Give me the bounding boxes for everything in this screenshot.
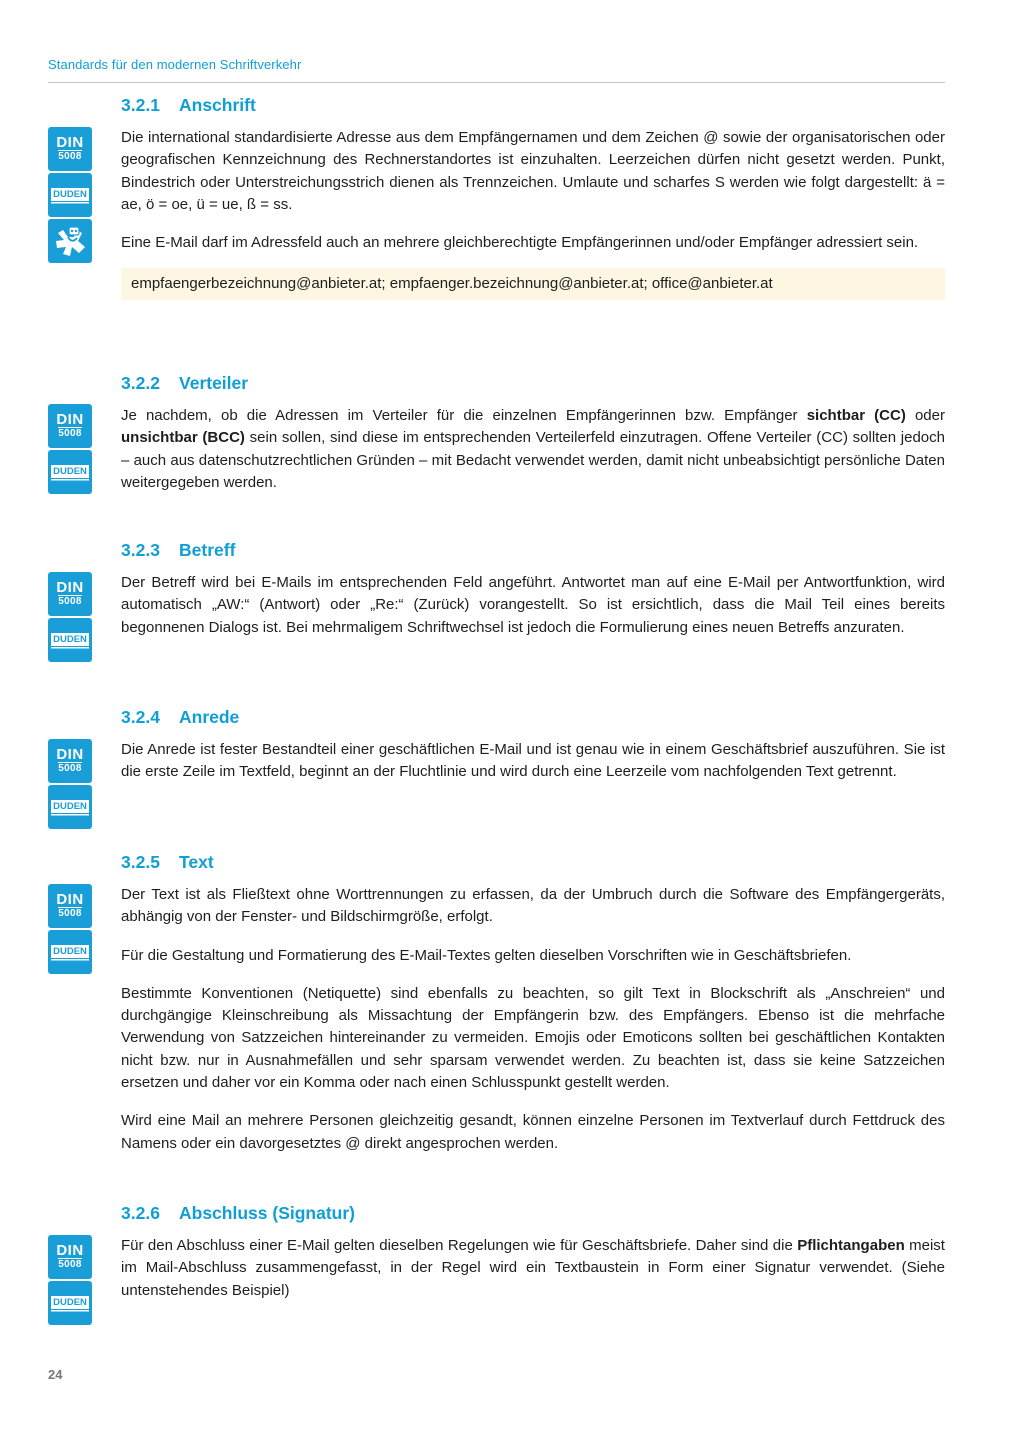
- din-5008-icon: [48, 1235, 92, 1279]
- icon-column-verteiler: [48, 404, 92, 496]
- duden-icon: [48, 785, 92, 829]
- section-title: Text: [179, 852, 214, 872]
- paragraph: Wird eine Mail an mehrere Personen gleichzeitig gesandt, können einzelne Personen im Textverlauf durch Fettdruck des Namens oder ein davorgesetztes @ direkt angesprochen werden.: [121, 1112, 945, 1152]
- section-anschrift: [121, 93, 945, 300]
- section-heading: [121, 850, 945, 874]
- bold-term-bcc: unsichtbar (BCC): [121, 429, 245, 447]
- section-heading: [121, 705, 945, 729]
- icon-column-betreff: [48, 572, 92, 664]
- duden-icon: [48, 930, 92, 974]
- duden-label: DUDEN: [53, 946, 87, 957]
- section-title: Abschluss (Signatur): [179, 1203, 355, 1223]
- duden-icon: [48, 618, 92, 662]
- section-heading: [121, 371, 945, 395]
- mascot-icon: [48, 219, 92, 263]
- duden-label: DUDEN: [53, 1297, 87, 1308]
- din-label: DIN: [56, 134, 84, 151]
- icon-column-anschrift: [48, 127, 92, 265]
- icon-column-anrede: [48, 739, 92, 831]
- din-5008-icon: [48, 884, 92, 928]
- icon-column-abschluss: [48, 1235, 92, 1327]
- din-number: 5008: [58, 596, 82, 607]
- text-run: Für den Abschluss einer E-Mail gelten dieselben Regelungen wie für Geschäftsbriefe. Daher sind die: [121, 1237, 798, 1254]
- din-number: 5008: [58, 763, 82, 774]
- page-number: 24: [48, 1367, 63, 1382]
- din-5008-icon: [48, 572, 92, 616]
- section-number: 3.2.4: [121, 707, 160, 727]
- paragraph: Der Betreff wird bei E-Mails im entsprechenden Feld angeführt. Antwortet man auf eine E-Mail per Antwortfunktion, wird automatisch „AW:“ (Antwort) oder „Re:“ (Zurück) vorangestellt. So ist ersichtlich, dass die Mail Teil eines bereits begonnenen Dialogs ist. Bei mehrmaligem Schriftwechsel ist jedoch die Formulierung eines neuen Betreffs anzuraten.: [121, 574, 945, 636]
- duden-label: DUDEN: [53, 466, 87, 477]
- duden-icon: [48, 173, 92, 217]
- paragraph: Bestimmte Konventionen (Netiquette) sind ebenfalls zu beachten, so gilt Text in Blockschrift als „Anschreien“ und durchgängige Kleinschreibung als Missachtung der Empfängerin bzw. des Empfängers. Ebenso ist die mehrfache Verwendung von Satzzeichen hintereinander zu vermeiden. Emojis oder Emoticons sollten bei geschäftlichen Kontakten nicht bzw. nur in Ausnahmefällen und sehr sparsam verwendet werden. Zu beachten ist, dass sie keine Satzzeichen ersetzen und daher vor ein Komma oder nach einen Schlusspunkt gestellt werden.: [121, 984, 945, 1092]
- section-title: Betreff: [179, 540, 236, 560]
- section-number: 3.2.3: [121, 540, 160, 560]
- section-abschluss: [121, 1201, 945, 1302]
- duden-label: DUDEN: [53, 801, 87, 812]
- icon-column-text: [48, 884, 92, 976]
- duden-label: DUDEN: [53, 634, 87, 645]
- din-label: DIN: [56, 579, 84, 596]
- bold-term-cc: sichtbar (CC): [806, 407, 906, 424]
- section-title: Verteiler: [179, 373, 249, 393]
- din-label: DIN: [56, 746, 84, 763]
- section-title: Anschrift: [179, 95, 256, 115]
- text-run: oder: [905, 407, 945, 424]
- section-heading: [121, 93, 945, 117]
- running-head: Standards für den modernen Schriftverkehr: [48, 57, 302, 72]
- din-number: 5008: [58, 1259, 82, 1270]
- section-number: 3.2.2: [121, 373, 160, 393]
- section-heading: [121, 1201, 945, 1225]
- din-label: DIN: [56, 891, 84, 908]
- paragraph: [121, 405, 945, 494]
- section-verteiler: [121, 371, 945, 494]
- duden-icon: [48, 450, 92, 494]
- paragraph: Die international standardisierte Adresse aus dem Empfängernamen und dem Zeichen @ sowie der organisatorischen oder geografischen Kennzeichnung des Rechnerstandortes ist einzuhalten. Leerzeichen dürfen nicht gesetzt werden. Punkt, Bindestrich oder Unterstreichungsstrich dienen als Trennzeichen. Umlaute und scharfes S werden wie folgt dargestellt: ä = ae, ö = oe, ü = ue, ß = ss.: [121, 129, 945, 213]
- section-number: 3.2.5: [121, 852, 160, 872]
- section-title: Anrede: [179, 707, 240, 727]
- din-5008-icon: [48, 404, 92, 448]
- section-number: 3.2.1: [121, 95, 160, 115]
- email-address-example: empfaengerbezeichnung@anbieter.at; empfaenger.bezeichnung@anbieter.at; office@anbieter.at: [121, 268, 945, 300]
- din-number: 5008: [58, 908, 82, 919]
- paragraph: Die Anrede ist fester Bestandteil einer geschäftlichen E-Mail und ist genau wie in einem Geschäftsbrief auszuführen. Sie ist die erste Zeile im Textfeld, beginnt an der Fluchtlinie und wird durch eine Leerzeile vom nachfolgenden Text getrennt.: [121, 741, 945, 781]
- duden-icon: [48, 1281, 92, 1325]
- paragraph: Für die Gestaltung und Formatierung des E-Mail-Textes gelten dieselben Vorschriften wie in Geschäftsbriefen.: [121, 946, 852, 964]
- text-run: meist im Mail-Abschluss zusammengefasst, in der Regel wird ein Textbaustein in Form einer Signatur verwendet. (Siehe untenstehendes Beispiel): [121, 1237, 945, 1299]
- bold-term-pflichtangaben: Pflichtangaben: [797, 1237, 905, 1254]
- paragraph: Eine E-Mail darf im Adressfeld auch an mehrere gleichberechtigte Empfängerinnen und/oder Empfänger adressiert sein.: [121, 234, 919, 252]
- section-betreff: [121, 538, 945, 639]
- paragraph: Der Text ist als Fließtext ohne Worttrennungen zu erfassen, da der Umbruch durch die Software des Empfängergeräts, abhängig von der Fenster- und Bildschirmgröße, erfolgt.: [121, 886, 945, 926]
- section-anrede: [121, 705, 945, 784]
- section-heading: [121, 538, 945, 562]
- din-label: DIN: [56, 411, 84, 428]
- section-text: [121, 850, 945, 1155]
- text-run: Je nachdem, ob die Adressen im Verteiler für die einzelnen Empfängerinnen bzw. Empfänger: [121, 407, 807, 424]
- text-run: sein sollen, sind diese im entsprechenden Verteilerfeld einzutragen. Offene Verteiler (CC) sollten jedoch – auch aus datenschutzrechtlichen Gründen – mit Bedacht verwendet werden, damit nicht unbeabsichtigt persönliche Daten weitergegeben werden.: [121, 429, 945, 491]
- duden-label: DUDEN: [53, 189, 87, 200]
- din-5008-icon: [48, 739, 92, 783]
- din-number: 5008: [58, 151, 82, 162]
- din-number: 5008: [58, 428, 82, 439]
- din-5008-icon: [48, 127, 92, 171]
- header-divider: [48, 82, 945, 83]
- din-label: DIN: [56, 1242, 84, 1259]
- paragraph: [121, 1235, 945, 1302]
- section-number: 3.2.6: [121, 1203, 160, 1223]
